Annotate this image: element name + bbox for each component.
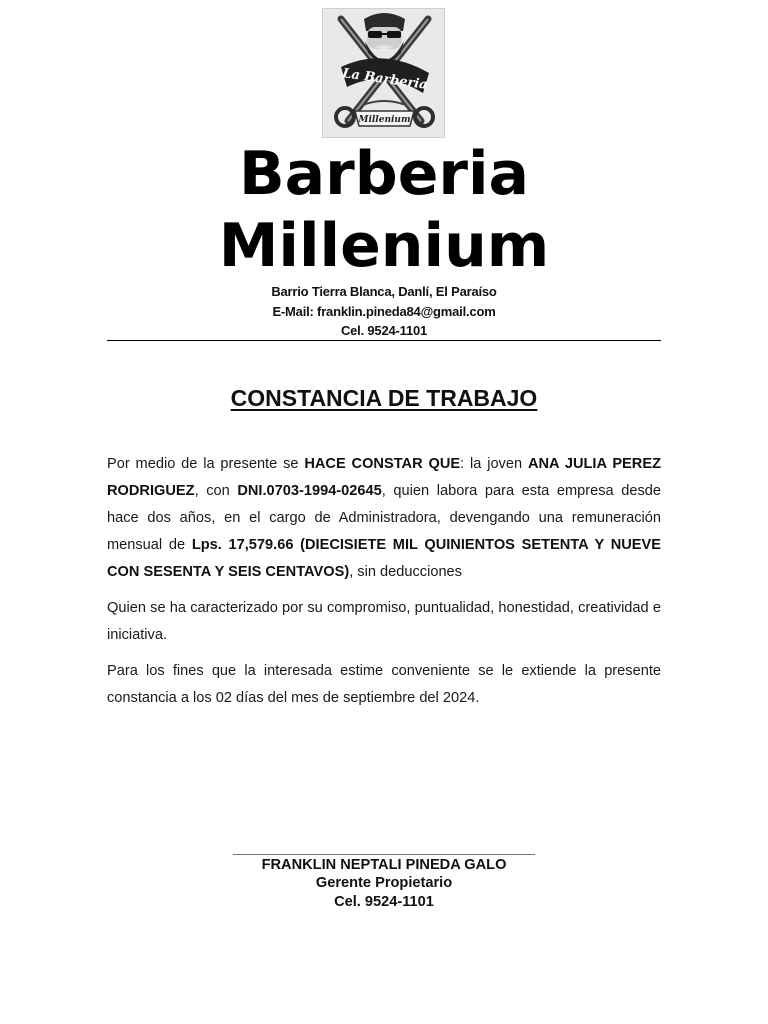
company-name-line2: Millenium: [218, 211, 550, 281]
barber-logo-graphic: [323, 9, 445, 138]
employee-dni: DNI.0703-1994-02645: [237, 483, 382, 499]
p1-text-5: , sin deducciones: [349, 564, 462, 580]
header-divider: [107, 340, 661, 341]
document-title: CONSTANCIA DE TRABAJO: [230, 385, 538, 411]
company-email: E-Mail: franklin.pineda84@gmail.com: [272, 303, 496, 319]
company-address: Barrio Tierra Blanca, Danlí, El Paraíso: [271, 284, 497, 299]
p1-text-2: : la joven: [460, 456, 528, 472]
salary-amount: Lps. 17,579.66 (DIECISIETE MIL QUINIENTOS SETENTA Y NUEVE CON SESENTA Y SEIS CENTAVOS): [107, 537, 661, 580]
company-phone: Cel. 9524-1101: [340, 323, 428, 338]
signer-name: FRANKLIN NEPTALI PINEDA GALO: [261, 857, 507, 873]
signer-phone: Cel. 9524-1101: [334, 893, 434, 910]
p1-text-1: Por medio de la presente se: [107, 456, 305, 472]
company-name: [0, 138, 768, 282]
paragraph-closing: Para los fines que la interesada estime conveniente se le extiende la presente constancia a los 02 días del mes de septiembre del 2024.: [107, 663, 661, 706]
signature-block: [0, 856, 768, 911]
p1-text-3: , con: [194, 483, 238, 499]
employee-name: ANA JULIA PEREZ RODRIGUEZ: [107, 456, 661, 499]
p1-text-4: , quien labora para esta empresa desde hace dos años, en el cargo de Administradora, devengando una remuneración mensual de: [107, 483, 661, 553]
paragraph-certification: [107, 451, 661, 586]
company-contact-block: [0, 282, 768, 341]
company-name-line1: Barberia: [238, 139, 530, 209]
signer-role: Gerente Propietario: [315, 875, 453, 892]
company-logo: [322, 8, 445, 138]
signature-line: [233, 854, 535, 855]
p1-bold-hace-constar: HACE CONSTAR QUE: [304, 456, 461, 472]
logo-text-name: La Barberia: [341, 66, 429, 93]
paragraph-qualities: Quien se ha caracterizado por su compromiso, puntualidad, honestidad, creatividad e iniciativa.: [107, 600, 661, 643]
logo-text-sub: Millenium: [358, 115, 411, 125]
